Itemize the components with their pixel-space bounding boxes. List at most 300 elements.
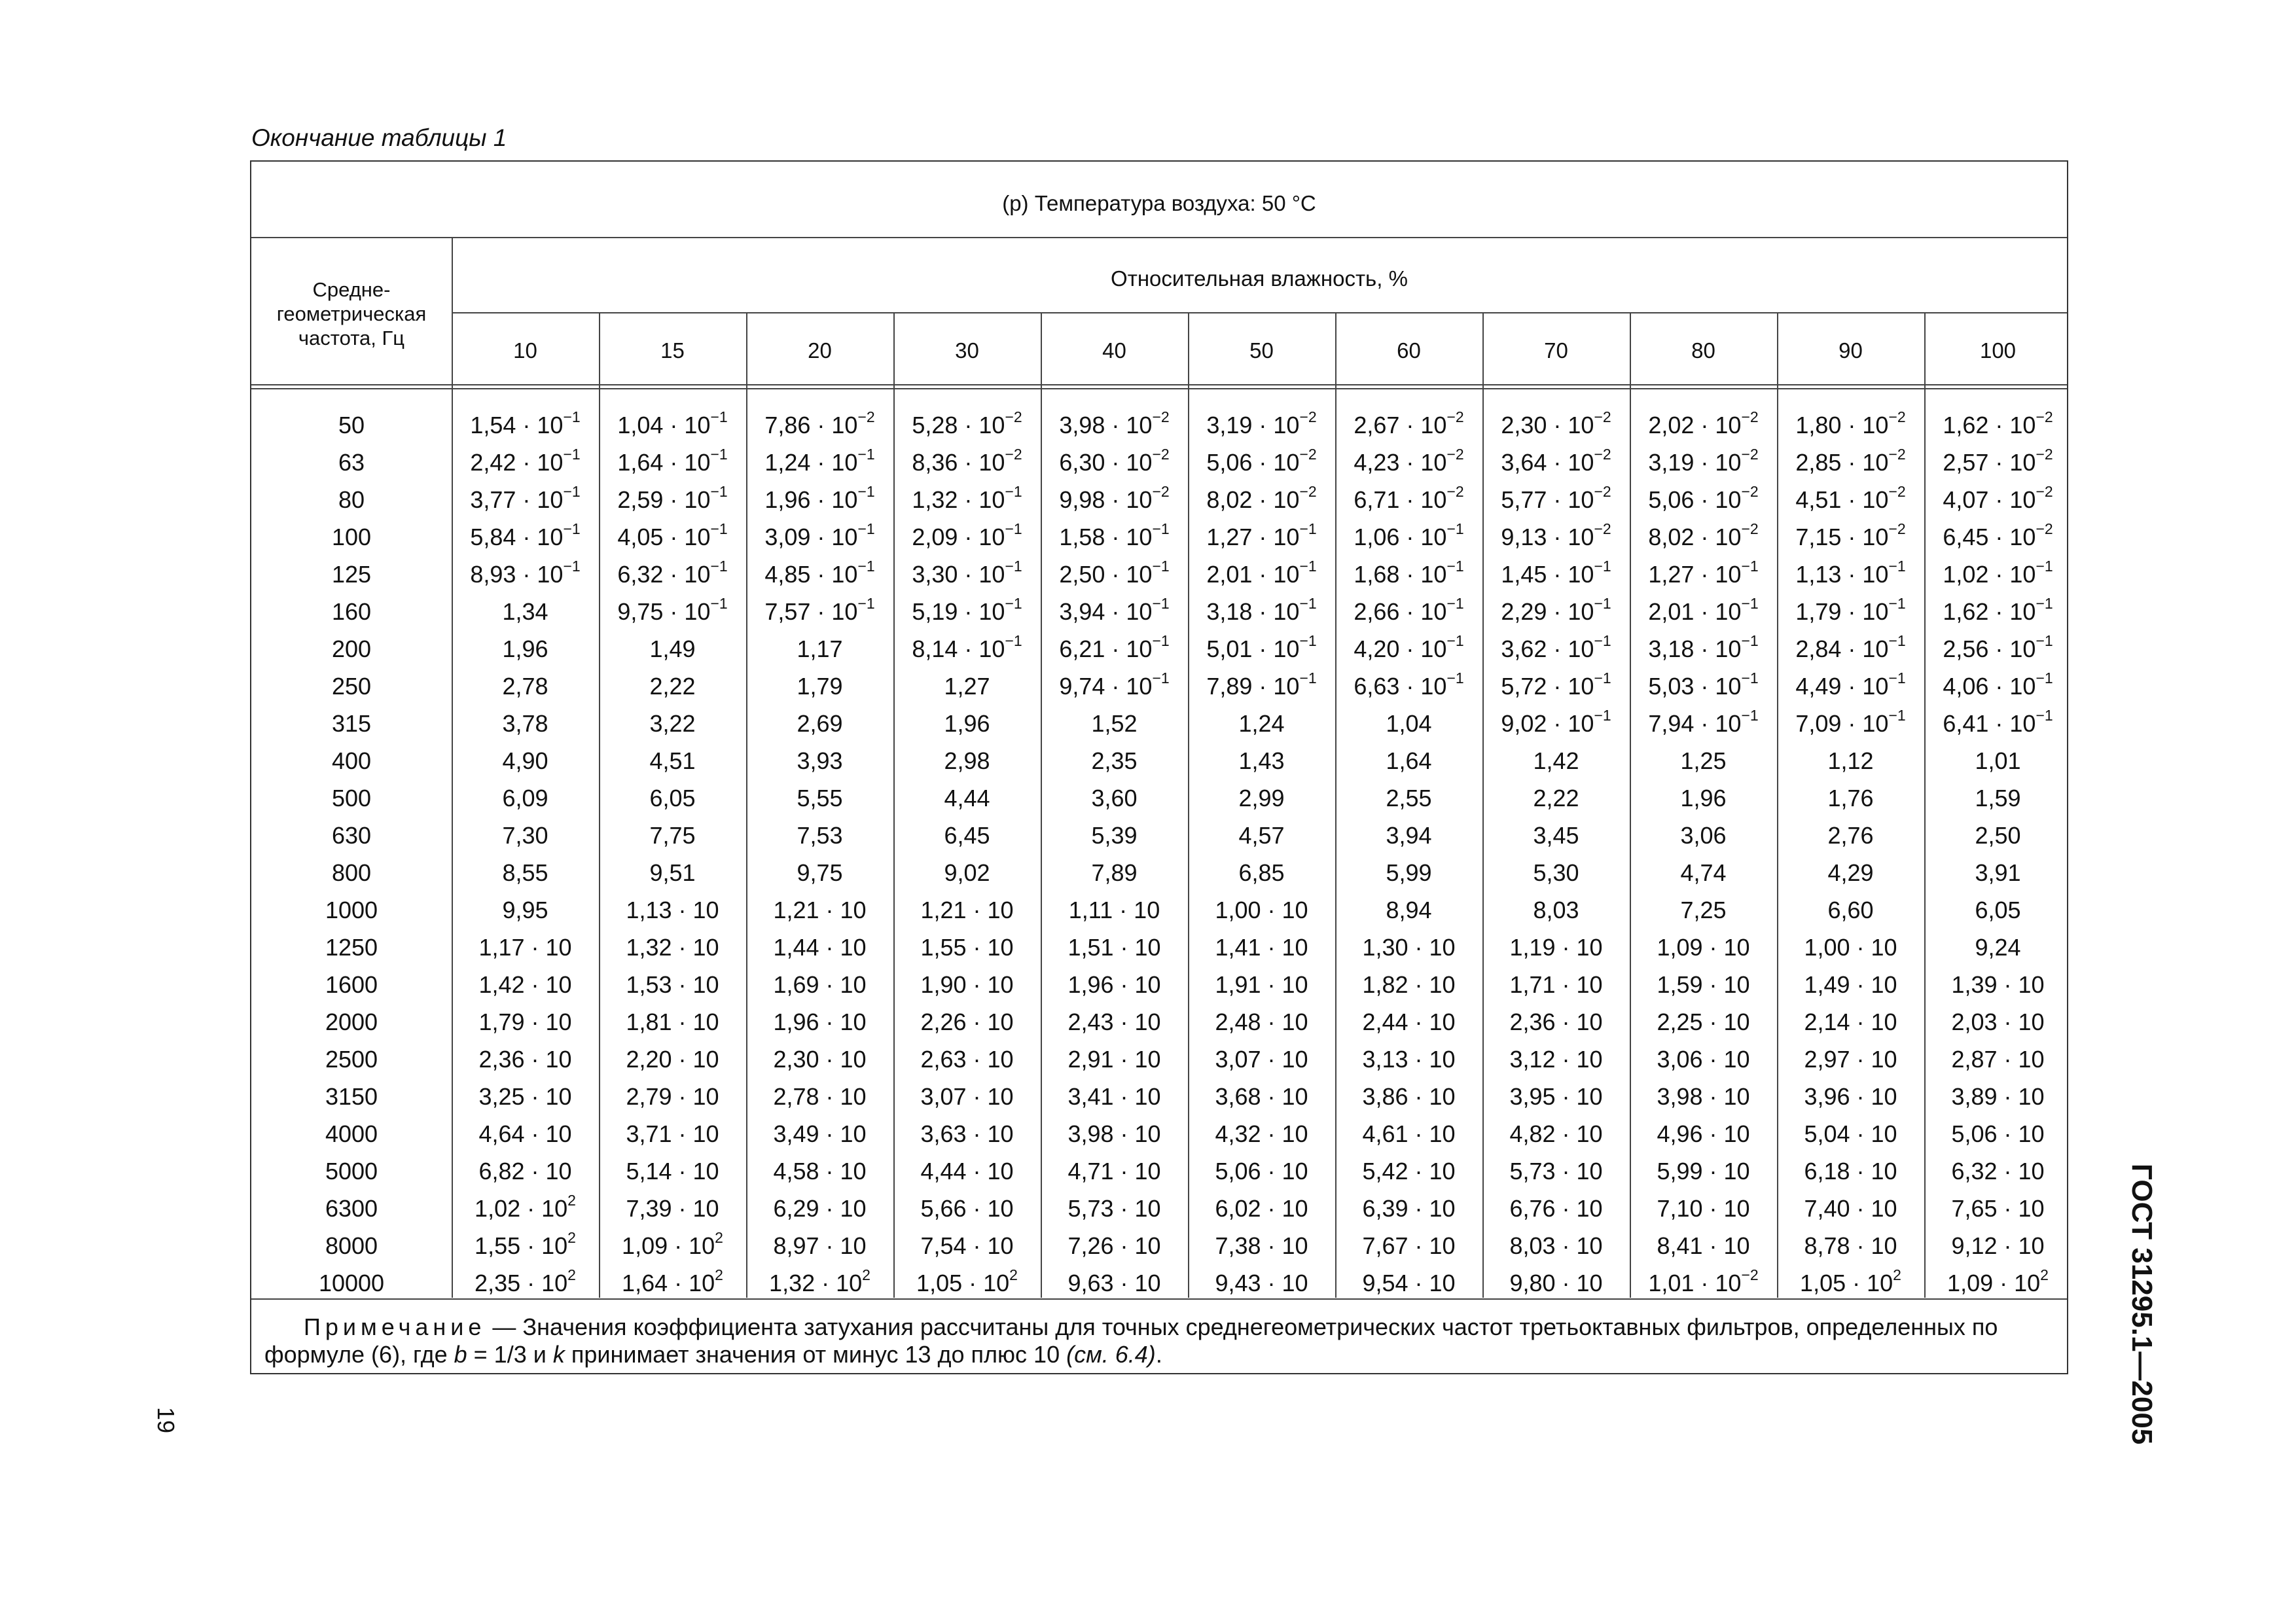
attenuation-cell: 8,97 · 10 bbox=[773, 1232, 867, 1259]
attenuation-cell: 1,01 bbox=[1975, 747, 2021, 774]
frequency-cell: 125 bbox=[331, 561, 372, 588]
frequency-cell: 2500 bbox=[325, 1046, 378, 1073]
attenuation-cell: $2,66 \cdot 10^{-1}$ bbox=[1354, 595, 1464, 625]
attenuation-cell: 2,26 · 10 bbox=[920, 1008, 1014, 1035]
frequency-header-line: частота, Гц bbox=[298, 327, 405, 349]
attenuation-cell: $1,68 \cdot 10^{-1}$ bbox=[1354, 558, 1464, 588]
attenuation-cell: 1,52 bbox=[1091, 710, 1138, 737]
attenuation-cell: 4,90 bbox=[502, 747, 548, 774]
attenuation-cell: 3,68 · 10 bbox=[1215, 1083, 1308, 1110]
divider bbox=[1924, 312, 1926, 1298]
attenuation-cell: 4,58 · 10 bbox=[773, 1158, 867, 1185]
attenuation-cell: 1,42 · 10 bbox=[478, 971, 572, 998]
attenuation-cell: 1,21 · 10 bbox=[920, 897, 1014, 923]
attenuation-cell: 4,44 bbox=[944, 785, 990, 812]
attenuation-cell: $2,67 \cdot 10^{-2}$ bbox=[1354, 408, 1464, 438]
attenuation-cell: 5,14 · 10 bbox=[626, 1158, 719, 1185]
attenuation-cell: $1,79 \cdot 10^{-1}$ bbox=[1795, 595, 1906, 625]
attenuation-cell: 1,11 · 10 bbox=[1068, 897, 1160, 923]
attenuation-cell: 1,79 · 10 bbox=[478, 1008, 572, 1035]
attenuation-cell: 7,30 bbox=[502, 822, 548, 849]
attenuation-cell: 3,60 bbox=[1091, 785, 1138, 812]
attenuation-cell: 3,93 bbox=[797, 747, 843, 774]
attenuation-cell: $3,19 \cdot 10^{-2}$ bbox=[1648, 446, 1759, 476]
attenuation-cell: $1,96 \cdot 10^{-1}$ bbox=[764, 483, 875, 513]
attenuation-cell: $1,13 \cdot 10^{-1}$ bbox=[1795, 558, 1906, 588]
divider bbox=[251, 237, 2067, 238]
attenuation-cell: 3,98 · 10 bbox=[1657, 1083, 1750, 1110]
attenuation-cell: 3,95 · 10 bbox=[1509, 1083, 1603, 1110]
attenuation-cell: 3,41 · 10 bbox=[1067, 1083, 1161, 1110]
frequency-cell: 80 bbox=[338, 486, 365, 513]
document-code: ГОСТ 31295.1—2005 bbox=[2126, 1164, 2158, 1445]
attenuation-cell: 9,54 · 10 bbox=[1362, 1270, 1456, 1296]
attenuation-cell: 1,44 · 10 bbox=[773, 934, 867, 961]
attenuation-cell: 2,44 · 10 bbox=[1362, 1008, 1456, 1035]
frequency-cell: 200 bbox=[331, 635, 372, 662]
attenuation-cell: $9,74 \cdot 10^{-1}$ bbox=[1059, 669, 1170, 700]
attenuation-cell: 6,18 · 10 bbox=[1804, 1158, 1897, 1185]
attenuation-cell: 4,32 · 10 bbox=[1215, 1120, 1308, 1147]
attenuation-cell: 5,66 · 10 bbox=[920, 1195, 1014, 1222]
attenuation-cell: 9,51 bbox=[649, 859, 696, 886]
attenuation-cell: $4,05 \cdot 10^{-1}$ bbox=[617, 520, 728, 550]
attenuation-cell: 6,09 bbox=[502, 785, 548, 812]
attenuation-cell: 1,39 · 10 bbox=[1951, 971, 2045, 998]
attenuation-cell: 1,25 bbox=[1680, 747, 1727, 774]
divider bbox=[251, 388, 2067, 389]
divider bbox=[1335, 312, 1336, 1298]
humidity-column-header: 40 bbox=[1102, 338, 1126, 363]
attenuation-cell: 4,71 · 10 bbox=[1067, 1158, 1161, 1185]
attenuation-cell: $2,84 \cdot 10^{-1}$ bbox=[1795, 632, 1906, 662]
attenuation-cell: 2,48 · 10 bbox=[1215, 1008, 1308, 1035]
attenuation-cell: 3,63 · 10 bbox=[920, 1120, 1014, 1147]
attenuation-cell: $3,64 \cdot 10^{-2}$ bbox=[1501, 446, 1611, 476]
attenuation-cell: 1,96 bbox=[502, 635, 548, 662]
attenuation-cell: 1,96 bbox=[944, 710, 990, 737]
frequency-cell: 4000 bbox=[325, 1120, 378, 1147]
note-variable: b bbox=[454, 1341, 467, 1368]
attenuation-cell: 1,43 bbox=[1238, 747, 1285, 774]
attenuation-cell: 1,34 bbox=[502, 598, 548, 625]
attenuation-cell: $5,77 \cdot 10^{-2}$ bbox=[1501, 483, 1611, 513]
attenuation-cell: $7,15 \cdot 10^{-2}$ bbox=[1795, 520, 1906, 550]
attenuation-cell: 2,22 bbox=[1533, 785, 1579, 812]
attenuation-cell: 1,96 bbox=[1680, 785, 1727, 812]
attenuation-cell: 1,91 · 10 bbox=[1215, 971, 1308, 998]
frequency-header-line: Средне- bbox=[312, 278, 391, 301]
attenuation-cell: 4,51 bbox=[649, 747, 696, 774]
divider bbox=[893, 312, 895, 1298]
divider bbox=[452, 312, 2067, 313]
attenuation-cell: 9,24 bbox=[1975, 934, 2021, 961]
attenuation-cell: 3,96 · 10 bbox=[1804, 1083, 1897, 1110]
attenuation-cell: $7,94 \cdot 10^{-1}$ bbox=[1648, 707, 1759, 737]
attenuation-cell: 2,35 bbox=[1091, 747, 1138, 774]
attenuation-cell: 3,45 bbox=[1533, 822, 1579, 849]
attenuation-cell: 1,96 · 10 bbox=[1067, 971, 1161, 998]
attenuation-cell: $1,24 \cdot 10^{-1}$ bbox=[764, 446, 875, 476]
attenuation-cell: 1,24 bbox=[1238, 710, 1285, 737]
attenuation-cell: 7,67 · 10 bbox=[1362, 1232, 1456, 1259]
attenuation-cell: 5,06 · 10 bbox=[1951, 1120, 2045, 1147]
attenuation-cell: $1,58 \cdot 10^{-1}$ bbox=[1059, 520, 1170, 550]
attenuation-cell: $1,04 \cdot 10^{-1}$ bbox=[617, 408, 728, 438]
divider bbox=[1777, 312, 1778, 1298]
divider bbox=[251, 384, 2067, 385]
attenuation-cell: $2,29 \cdot 10^{-1}$ bbox=[1501, 595, 1611, 625]
attenuation-cell: 1,17 bbox=[797, 635, 843, 662]
attenuation-cell: 5,30 bbox=[1533, 859, 1579, 886]
attenuation-cell: 2,78 · 10 bbox=[773, 1083, 867, 1110]
frequency-cell: 2000 bbox=[325, 1008, 378, 1035]
attenuation-cell: 1,69 · 10 bbox=[773, 971, 867, 998]
attenuation-cell: $7,57 \cdot 10^{-1}$ bbox=[764, 595, 875, 625]
humidity-column-header: 15 bbox=[660, 338, 685, 363]
frequency-cell: 100 bbox=[331, 524, 372, 550]
attenuation-cell: 1,82 · 10 bbox=[1362, 971, 1456, 998]
attenuation-cell: $3,62 \cdot 10^{-1}$ bbox=[1501, 632, 1611, 662]
attenuation-cell: 3,89 · 10 bbox=[1951, 1083, 2045, 1110]
attenuation-cell: $6,71 \cdot 10^{-2}$ bbox=[1354, 483, 1464, 513]
attenuation-cell: 8,55 bbox=[502, 859, 548, 886]
attenuation-cell: 1,00 · 10 bbox=[1215, 897, 1308, 923]
attenuation-cell: $3,09 \cdot 10^{-1}$ bbox=[764, 520, 875, 550]
attenuation-cell: $5,19 \cdot 10^{-1}$ bbox=[912, 595, 1022, 625]
attenuation-cell: 8,78 · 10 bbox=[1804, 1232, 1897, 1259]
frequency-cell: 160 bbox=[331, 598, 372, 625]
attenuation-cell: 2,14 · 10 bbox=[1804, 1008, 1897, 1035]
note-label: Примечание bbox=[304, 1313, 486, 1340]
attenuation-cell: 1,41 · 10 bbox=[1215, 934, 1308, 961]
page-number: 19 bbox=[152, 1407, 179, 1434]
humidity-column-header: 10 bbox=[513, 338, 537, 363]
divider bbox=[1041, 312, 1042, 1298]
attenuation-cell: $6,21 \cdot 10^{-1}$ bbox=[1059, 632, 1170, 662]
attenuation-cell: 7,40 · 10 bbox=[1804, 1195, 1897, 1222]
attenuation-cell: 6,60 bbox=[1827, 897, 1874, 923]
attenuation-cell: 1,09 · 10 bbox=[1657, 934, 1750, 961]
attenuation-cell: 7,10 · 10 bbox=[1657, 1195, 1750, 1222]
attenuation-cell: 3,07 · 10 bbox=[920, 1083, 1014, 1110]
attenuation-cell: 8,94 bbox=[1386, 897, 1432, 923]
attenuation-cell: $5,03 \cdot 10^{-1}$ bbox=[1648, 669, 1759, 700]
note-text: принимает значения от минус 13 до плюс 10 bbox=[564, 1341, 1067, 1368]
attenuation-cell: $9,13 \cdot 10^{-2}$ bbox=[1501, 520, 1611, 550]
attenuation-cell: $1,01 \cdot 10^{-2}$ bbox=[1648, 1266, 1759, 1296]
attenuation-cell: 6,02 · 10 bbox=[1215, 1195, 1308, 1222]
attenuation-cell: 4,74 bbox=[1680, 859, 1727, 886]
attenuation-cell: 9,02 bbox=[944, 859, 990, 886]
table-title: (р) Температура воздуха: 50 °С bbox=[1002, 191, 1316, 215]
attenuation-cell: 1,32 · 10 bbox=[626, 934, 719, 961]
note-variable: k bbox=[552, 1341, 565, 1368]
attenuation-cell: 1,81 · 10 bbox=[626, 1008, 719, 1035]
attenuation-cell: $8,02 \cdot 10^{-2}$ bbox=[1206, 483, 1317, 513]
attenuation-cell: 9,75 bbox=[797, 859, 843, 886]
attenuation-cell: $5,01 \cdot 10^{-1}$ bbox=[1206, 632, 1317, 662]
attenuation-cell: $6,30 \cdot 10^{-2}$ bbox=[1059, 446, 1170, 476]
attenuation-cell: $4,07 \cdot 10^{-2}$ bbox=[1943, 483, 2053, 513]
attenuation-cell: $2,02 \cdot 10^{-2}$ bbox=[1648, 408, 1759, 438]
attenuation-cell: 6,32 · 10 bbox=[1951, 1158, 2045, 1185]
attenuation-cell: 2,36 · 10 bbox=[478, 1046, 572, 1073]
attenuation-cell: 2,30 · 10 bbox=[773, 1046, 867, 1073]
attenuation-cell: $6,45 \cdot 10^{-2}$ bbox=[1943, 520, 2053, 550]
attenuation-cell: $2,56 \cdot 10^{-1}$ bbox=[1943, 632, 2053, 662]
attenuation-cell: 1,59 bbox=[1975, 785, 2021, 812]
attenuation-cell: 3,78 bbox=[502, 710, 548, 737]
attenuation-cell: 1,53 · 10 bbox=[626, 971, 719, 998]
attenuation-cell: 5,04 · 10 bbox=[1804, 1120, 1897, 1147]
attenuation-cell: $8,36 \cdot 10^{-2}$ bbox=[912, 446, 1022, 476]
attenuation-cell: $1,64 \cdot 10^{-1}$ bbox=[617, 446, 728, 476]
divider bbox=[1482, 312, 1484, 1298]
attenuation-cell: $4,20 \cdot 10^{-1}$ bbox=[1354, 632, 1464, 662]
attenuation-cell: 9,43 · 10 bbox=[1215, 1270, 1308, 1296]
attenuation-cell: $7,09 \cdot 10^{-1}$ bbox=[1795, 707, 1906, 737]
attenuation-cell: $5,06 \cdot 10^{-2}$ bbox=[1206, 446, 1317, 476]
attenuation-cell: $4,23 \cdot 10^{-2}$ bbox=[1354, 446, 1464, 476]
attenuation-cell: 4,96 · 10 bbox=[1657, 1120, 1750, 1147]
attenuation-cell: 2,55 bbox=[1386, 785, 1432, 812]
frequency-cell: 3150 bbox=[325, 1083, 378, 1110]
attenuation-cell: $4,51 \cdot 10^{-2}$ bbox=[1795, 483, 1906, 513]
attenuation-cell: 2,36 · 10 bbox=[1509, 1008, 1603, 1035]
attenuation-cell: $2,30 \cdot 10^{-2}$ bbox=[1501, 408, 1611, 438]
humidity-header: Относительная влажность, % bbox=[1111, 266, 1408, 291]
attenuation-cell: 6,45 bbox=[944, 822, 990, 849]
frequency-cell: 400 bbox=[331, 747, 372, 774]
attenuation-cell: 1,27 bbox=[944, 673, 990, 700]
frequency-cell: 1000 bbox=[325, 897, 378, 923]
attenuation-cell: 4,44 · 10 bbox=[920, 1158, 1014, 1185]
attenuation-cell: $1,55 \cdot 10^2$ bbox=[475, 1229, 576, 1259]
attenuation-cell: $1,02 \cdot 10^2$ bbox=[475, 1192, 576, 1222]
attenuation-cell: $4,06 \cdot 10^{-1}$ bbox=[1943, 669, 2053, 700]
attenuation-cell: 2,20 · 10 bbox=[626, 1046, 719, 1073]
attenuation-cell: 5,99 bbox=[1386, 859, 1432, 886]
attenuation-cell: 6,05 bbox=[649, 785, 696, 812]
attenuation-cell: 1,55 · 10 bbox=[920, 934, 1014, 961]
frequency-cell: 6300 bbox=[325, 1195, 378, 1222]
attenuation-cell: 8,41 · 10 bbox=[1657, 1232, 1750, 1259]
humidity-column-header: 100 bbox=[1979, 338, 2017, 363]
attenuation-cell: 6,85 bbox=[1238, 859, 1285, 886]
frequency-cell: 50 bbox=[338, 412, 365, 438]
attenuation-cell: 3,06 · 10 bbox=[1657, 1046, 1750, 1073]
attenuation-cell: 6,76 · 10 bbox=[1509, 1195, 1603, 1222]
attenuation-cell: 2,25 · 10 bbox=[1657, 1008, 1750, 1035]
attenuation-cell: $8,93 \cdot 10^{-1}$ bbox=[470, 558, 581, 588]
attenuation-cell: 1,51 · 10 bbox=[1067, 934, 1161, 961]
attenuation-cell: 1,49 · 10 bbox=[1804, 971, 1897, 998]
attenuation-cell: $3,30 \cdot 10^{-1}$ bbox=[912, 558, 1022, 588]
humidity-column-header: 30 bbox=[955, 338, 979, 363]
humidity-column-header: 50 bbox=[1249, 338, 1274, 363]
attenuation-cell: 6,29 · 10 bbox=[773, 1195, 867, 1222]
attenuation-cell: $1,05 \cdot 10^2$ bbox=[1800, 1266, 1901, 1296]
frequency-cell: 63 bbox=[338, 449, 365, 476]
attenuation-cell: $9,75 \cdot 10^{-1}$ bbox=[617, 595, 728, 625]
humidity-column-header: 20 bbox=[808, 338, 832, 363]
frequency-cell: 10000 bbox=[318, 1270, 385, 1296]
attenuation-cell: 1,04 bbox=[1386, 710, 1432, 737]
attenuation-cell: $4,85 \cdot 10^{-1}$ bbox=[764, 558, 875, 588]
attenuation-cell: $3,98 \cdot 10^{-2}$ bbox=[1059, 408, 1170, 438]
note-text: — Значения коэффициента затухания рассчитаны для точных среднегеометрических частот третьоктавных фильтров, определенных по формуле (6), где bbox=[264, 1313, 1998, 1368]
attenuation-cell: 3,91 bbox=[1975, 859, 2021, 886]
attenuation-cell: $4,49 \cdot 10^{-1}$ bbox=[1795, 669, 1906, 700]
attenuation-cell: 2,79 · 10 bbox=[626, 1083, 719, 1110]
attenuation-cell: 7,39 · 10 bbox=[626, 1195, 719, 1222]
attenuation-cell: 3,13 · 10 bbox=[1362, 1046, 1456, 1073]
attenuation-cell: 2,78 bbox=[502, 673, 548, 700]
attenuation-cell: 2,76 bbox=[1827, 822, 1874, 849]
frequency-cell: 315 bbox=[331, 710, 372, 737]
attenuation-cell: $6,32 \cdot 10^{-1}$ bbox=[617, 558, 728, 588]
divider bbox=[599, 312, 600, 1298]
attenuation-cell: 1,90 · 10 bbox=[920, 971, 1014, 998]
attenuation-cell: $7,86 \cdot 10^{-2}$ bbox=[764, 408, 875, 438]
attenuation-cell: 2,69 bbox=[797, 710, 843, 737]
attenuation-cell: $1,80 \cdot 10^{-2}$ bbox=[1795, 408, 1906, 438]
frequency-cell: 800 bbox=[331, 859, 372, 886]
attenuation-cell: $1,06 \cdot 10^{-1}$ bbox=[1354, 520, 1464, 550]
attenuation-cell: 1,00 · 10 bbox=[1804, 934, 1897, 961]
humidity-column-header: 80 bbox=[1691, 338, 1715, 363]
attenuation-cell: $2,57 \cdot 10^{-2}$ bbox=[1943, 446, 2053, 476]
note-reference: (см. 6.4) bbox=[1066, 1341, 1156, 1368]
attenuation-cell: 2,87 · 10 bbox=[1951, 1046, 2045, 1073]
attenuation-cell: 5,73 · 10 bbox=[1509, 1158, 1603, 1185]
attenuation-cell: $1,02 \cdot 10^{-1}$ bbox=[1943, 558, 2053, 588]
attenuation-cell: $6,41 \cdot 10^{-1}$ bbox=[1943, 707, 2053, 737]
attenuation-cell: 3,25 · 10 bbox=[478, 1083, 572, 1110]
attenuation-cell: $2,50 \cdot 10^{-1}$ bbox=[1059, 558, 1170, 588]
attenuation-cell: $1,32 \cdot 10^{-1}$ bbox=[912, 483, 1022, 513]
attenuation-cell: 6,05 bbox=[1975, 897, 2021, 923]
attenuation-cell: 1,13 · 10 bbox=[626, 897, 719, 923]
attenuation-cell: 2,43 · 10 bbox=[1067, 1008, 1161, 1035]
attenuation-cell: 2,91 · 10 bbox=[1067, 1046, 1161, 1073]
attenuation-cell: $1,09 \cdot 10^2$ bbox=[622, 1229, 723, 1259]
frequency-cell: 1600 bbox=[325, 971, 378, 998]
attenuation-cell: 3,98 · 10 bbox=[1067, 1120, 1161, 1147]
attenuation-cell: $3,19 \cdot 10^{-2}$ bbox=[1206, 408, 1317, 438]
divider bbox=[1630, 312, 1631, 1298]
attenuation-cell: 9,12 · 10 bbox=[1951, 1232, 2045, 1259]
attenuation-cell: 4,64 · 10 bbox=[478, 1120, 572, 1147]
attenuation-cell: 3,07 · 10 bbox=[1215, 1046, 1308, 1073]
attenuation-cell: 7,26 · 10 bbox=[1067, 1232, 1161, 1259]
attenuation-cell: $3,18 \cdot 10^{-1}$ bbox=[1206, 595, 1317, 625]
attenuation-cell: $5,84 \cdot 10^{-1}$ bbox=[470, 520, 581, 550]
attenuation-cell: $1,27 \cdot 10^{-1}$ bbox=[1648, 558, 1759, 588]
attenuation-cell: 1,42 bbox=[1533, 747, 1579, 774]
attenuation-cell: 7,53 bbox=[797, 822, 843, 849]
attenuation-cell: $2,01 \cdot 10^{-1}$ bbox=[1648, 595, 1759, 625]
attenuation-cell: $2,01 \cdot 10^{-1}$ bbox=[1206, 558, 1317, 588]
attenuation-cell: 5,99 · 10 bbox=[1657, 1158, 1750, 1185]
attenuation-cell: 5,06 · 10 bbox=[1215, 1158, 1308, 1185]
frequency-cell: 500 bbox=[331, 785, 372, 812]
attenuation-cell: 3,06 bbox=[1680, 822, 1727, 849]
attenuation-cell: $2,59 \cdot 10^{-1}$ bbox=[617, 483, 728, 513]
attenuation-cell: $3,94 \cdot 10^{-1}$ bbox=[1059, 595, 1170, 625]
humidity-column-header: 70 bbox=[1544, 338, 1568, 363]
note-text: = 1/3 и bbox=[467, 1341, 553, 1368]
attenuation-cell: 9,95 bbox=[502, 897, 548, 923]
attenuation-cell: 2,98 bbox=[944, 747, 990, 774]
attenuation-cell: $1,32 \cdot 10^2$ bbox=[769, 1266, 870, 1296]
attenuation-cell: 1,30 · 10 bbox=[1362, 934, 1456, 961]
attenuation-cell: 7,38 · 10 bbox=[1215, 1232, 1308, 1259]
attenuation-cell: 2,99 bbox=[1238, 785, 1285, 812]
divider bbox=[746, 312, 747, 1298]
attenuation-cell: 1,49 bbox=[649, 635, 696, 662]
attenuation-cell: $2,85 \cdot 10^{-2}$ bbox=[1795, 446, 1906, 476]
attenuation-cell: $1,64 \cdot 10^2$ bbox=[622, 1266, 723, 1296]
attenuation-cell: $1,54 \cdot 10^{-1}$ bbox=[470, 408, 581, 438]
attenuation-cell: 5,39 bbox=[1091, 822, 1138, 849]
attenuation-cell: 2,97 · 10 bbox=[1804, 1046, 1897, 1073]
attenuation-cell: $3,18 \cdot 10^{-1}$ bbox=[1648, 632, 1759, 662]
attenuation-cell: 1,96 · 10 bbox=[773, 1008, 867, 1035]
attenuation-cell: 7,89 bbox=[1091, 859, 1138, 886]
attenuation-cell: 7,75 bbox=[649, 822, 696, 849]
attenuation-cell: $1,05 \cdot 10^2$ bbox=[916, 1266, 1018, 1296]
attenuation-cell: 8,03 bbox=[1533, 897, 1579, 923]
attenuation-cell: 7,25 bbox=[1680, 897, 1727, 923]
attenuation-cell: $7,89 \cdot 10^{-1}$ bbox=[1206, 669, 1317, 700]
attenuation-cell: $5,72 \cdot 10^{-1}$ bbox=[1501, 669, 1611, 700]
attenuation-cell: 2,63 · 10 bbox=[920, 1046, 1014, 1073]
humidity-column-header: 90 bbox=[1839, 338, 1863, 363]
attenuation-cell: $1,45 \cdot 10^{-1}$ bbox=[1501, 558, 1611, 588]
attenuation-cell: 6,39 · 10 bbox=[1362, 1195, 1456, 1222]
attenuation-cell: 1,19 · 10 bbox=[1509, 934, 1603, 961]
attenuation-cell: 5,73 · 10 bbox=[1067, 1195, 1161, 1222]
attenuation-cell: $9,02 \cdot 10^{-1}$ bbox=[1501, 707, 1611, 737]
attenuation-cell: 1,12 bbox=[1827, 747, 1874, 774]
note-text: . bbox=[1155, 1341, 1162, 1368]
attenuation-cell: 3,71 · 10 bbox=[626, 1120, 719, 1147]
attenuation-cell: 1,71 · 10 bbox=[1509, 971, 1603, 998]
frequency-header-line: геометрическая bbox=[276, 302, 427, 325]
frequency-cell: 250 bbox=[331, 673, 372, 700]
attenuation-cell: 5,42 · 10 bbox=[1362, 1158, 1456, 1185]
attenuation-cell: 9,80 · 10 bbox=[1509, 1270, 1603, 1296]
divider bbox=[1188, 312, 1189, 1298]
table-caption: Окончание таблицы 1 bbox=[251, 124, 507, 151]
attenuation-cell: 1,64 bbox=[1386, 747, 1432, 774]
frequency-column-header bbox=[251, 277, 452, 350]
attenuation-cell: 1,17 · 10 bbox=[478, 934, 572, 961]
attenuation-cell: $1,62 \cdot 10^{-2}$ bbox=[1943, 408, 2053, 438]
frequency-cell: 5000 bbox=[325, 1158, 378, 1185]
attenuation-cell: $2,09 \cdot 10^{-1}$ bbox=[912, 520, 1022, 550]
frequency-cell: 630 bbox=[331, 822, 372, 849]
attenuation-cell: $5,06 \cdot 10^{-2}$ bbox=[1648, 483, 1759, 513]
attenuation-cell: 2,22 bbox=[649, 673, 696, 700]
attenuation-cell: 8,03 · 10 bbox=[1509, 1232, 1603, 1259]
divider bbox=[251, 1298, 2067, 1300]
attenuation-cell: $9,98 \cdot 10^{-2}$ bbox=[1059, 483, 1170, 513]
attenuation-cell: 7,54 · 10 bbox=[920, 1232, 1014, 1259]
attenuation-cell: $8,14 \cdot 10^{-1}$ bbox=[912, 632, 1022, 662]
